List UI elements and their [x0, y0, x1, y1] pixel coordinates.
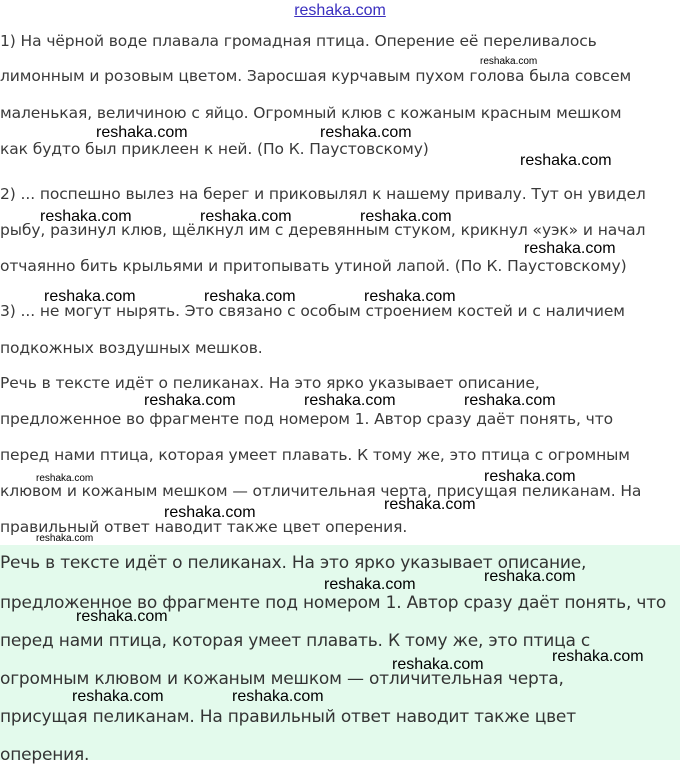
watermark: reshaka.com	[44, 288, 136, 305]
watermark: reshaka.com	[552, 648, 644, 665]
watermark: reshaka.com	[360, 208, 452, 225]
watermark: reshaka.com	[484, 468, 576, 485]
watermark: reshaka.com	[96, 124, 188, 141]
fragment-1-line-1: 1) На чёрной воде плавала громадная птица. Оперение её переливалось	[0, 32, 597, 50]
fragment-2-line-1: 2) ... поспешно вылез на берег и приковылял к нашему привалу. Тут он увидел	[0, 185, 646, 203]
watermark: reshaka.com	[464, 392, 556, 409]
watermark: reshaka.com	[324, 576, 416, 593]
watermark: reshaka.com	[164, 504, 256, 521]
fragment-2-line-2: рыбу, разинул клюв, щёлкнул им с деревянным стуком, крикнул «уэк» и начал	[0, 221, 646, 239]
answer-line-4: огромным клювом и кожаным мешком — отличительная черта,	[0, 669, 564, 689]
watermark: reshaka.com	[484, 568, 576, 585]
watermark: reshaka.com	[76, 608, 168, 625]
watermark: reshaka.com	[384, 496, 476, 513]
fragment-3-line-1: 3) ... не могут нырять. Это связано с особым строением костей и с наличием	[0, 302, 625, 320]
watermark: reshaka.com	[320, 124, 412, 141]
explanation-line-1: Речь в тексте идёт о пеликанах. На это ярко указывает описание,	[0, 374, 540, 392]
site-link[interactable]: reshaka.com	[294, 2, 386, 19]
answer-line-1: Речь в тексте идёт о пеликанах. На это ярко указывает описание,	[0, 553, 587, 573]
fragment-3-line-2: подкожных воздушных мешков.	[0, 339, 263, 357]
watermark: reshaka.com	[520, 152, 612, 169]
answer-line-2: предложенное во фрагменте под номером 1. Автор сразу даёт понять, что	[0, 593, 667, 613]
watermark: reshaka.com	[144, 392, 236, 409]
watermark: reshaka.com	[72, 688, 164, 705]
watermark: reshaka.com	[304, 392, 396, 409]
answer-line-3: перед нами птица, которая умеет плавать. К тому же, это птица с	[0, 631, 591, 651]
explanation-line-4: клювом и кожаным мешком — отличительная черта, присущая пеликанам. На	[0, 482, 642, 500]
watermark: reshaka.com	[40, 208, 132, 225]
watermark: reshaka.com	[232, 688, 324, 705]
watermark: reshaka.com	[36, 533, 94, 544]
watermark: reshaka.com	[200, 208, 292, 225]
watermark: reshaka.com	[392, 656, 484, 673]
fragment-1-line-4: как будто был приклеен к ней. (По К. Паустовскому)	[0, 140, 429, 158]
fragment-2-line-3: отчаянно бить крыльями и притопывать утиной лапой. (По К. Паустовскому)	[0, 257, 627, 275]
watermark: reshaka.com	[204, 288, 296, 305]
explanation-line-3: перед нами птица, которая умеет плавать. К тому же, это птица с огромным	[0, 446, 630, 464]
watermark: reshaka.com	[480, 56, 538, 67]
explanation-line-5: правильный ответ наводит также цвет оперения.	[0, 518, 408, 536]
fragment-1-line-2: лимонным и розовым цветом. Заросшая курчавым пухом голова была совсем	[0, 67, 632, 85]
watermark: reshaka.com	[36, 473, 94, 484]
fragment-1-line-3: маленькая, величиною с яйцо. Огромный клюв с кожаным красным мешком	[0, 104, 622, 122]
answer-line-6: оперения.	[0, 745, 90, 765]
watermark: reshaka.com	[364, 288, 456, 305]
watermark: reshaka.com	[524, 240, 616, 257]
explanation-line-2: предложенное во фрагменте под номером 1. Автор сразу даёт понять, что	[0, 410, 614, 428]
answer-line-5: присущая пеликанам. На правильный ответ наводит также цвет	[0, 707, 576, 727]
